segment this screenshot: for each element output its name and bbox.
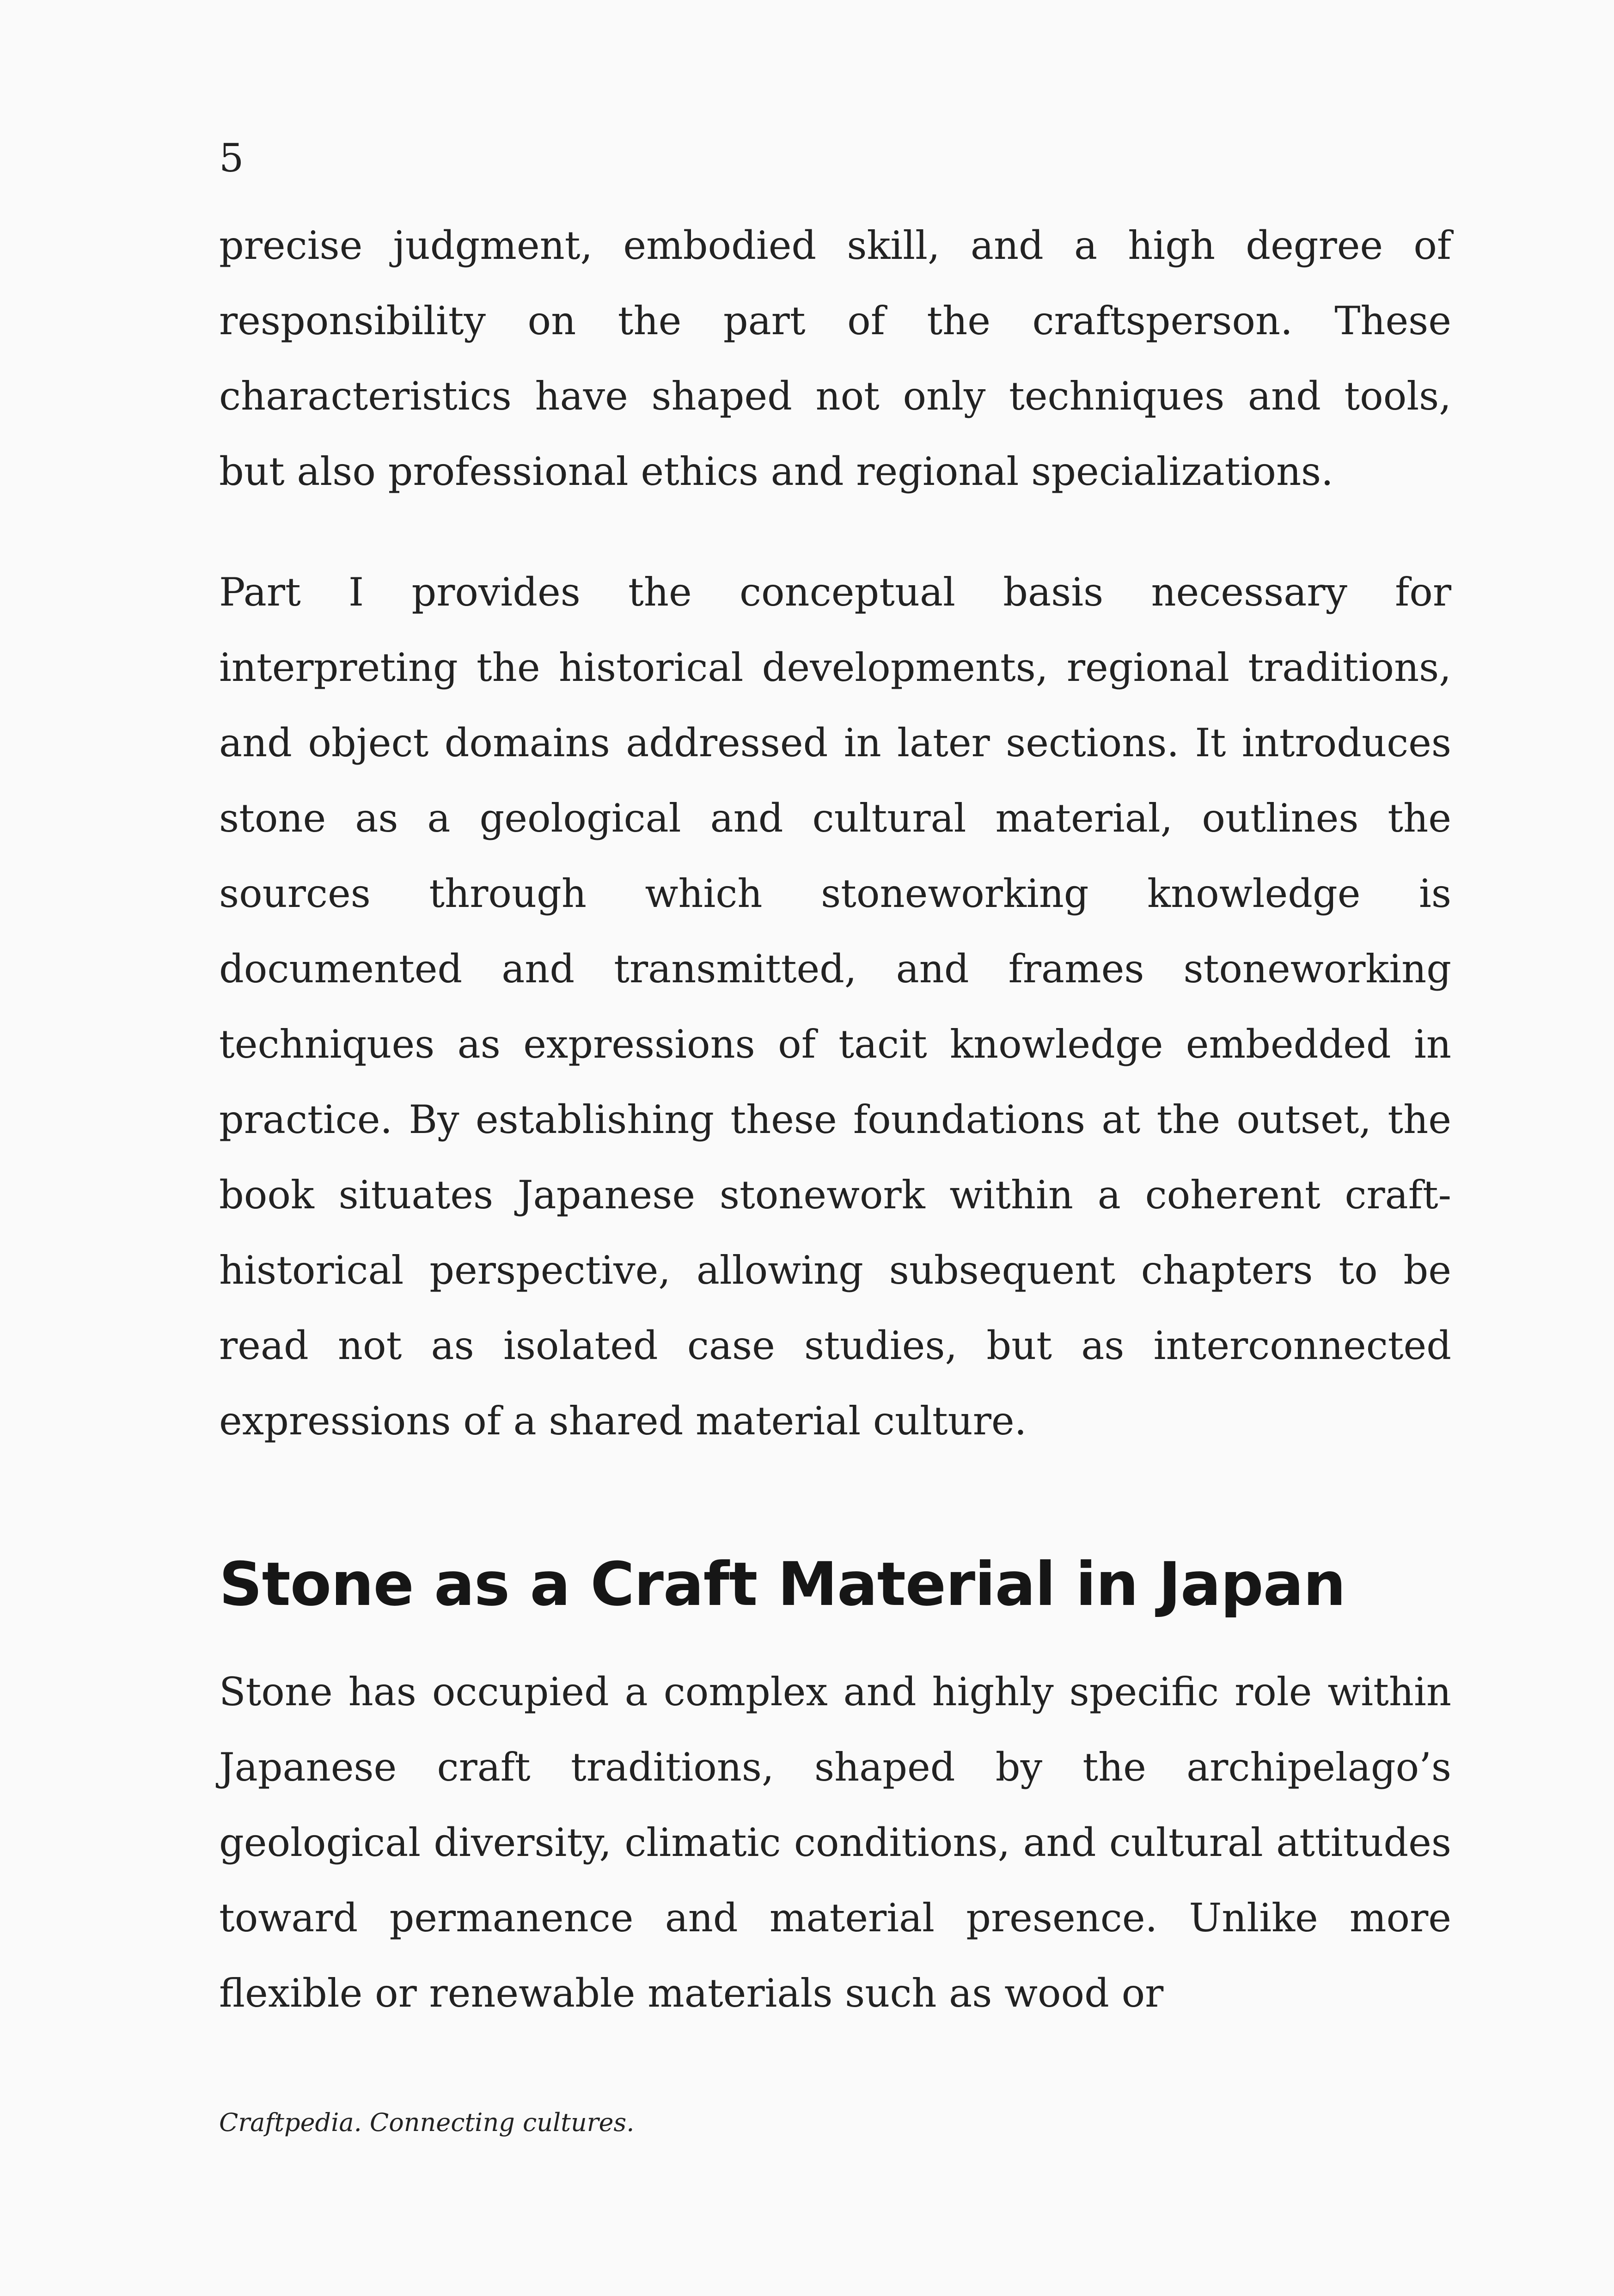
page-content — [219, 208, 1451, 2031]
body-paragraph-2: Part I provides the conceptual basis necessary for interpreting the historical developments, regional traditions, and object domains addressed in later sections. It introduces stone as a geological and cultural material, outlines the sources through which stoneworking knowledge is documented and transmitted, and frames stoneworking techniques as expressions of tacit knowledge embedded in practice. By establishing these foundations at the outset, the book situates Japanese stonework within a coherent craft-historical perspective, allowing subsequent chapters to be read not as isolated case studies, but as interconnected expressions of a shared material culture. — [219, 569, 1451, 1444]
page-footer: Craftpedia. Connecting cultures. — [219, 2108, 635, 2137]
page-number: 5 — [219, 135, 244, 181]
body-paragraph-3: Stone has occupied a complex and highly specific role within Japanese craft traditions, shaped by the archipelago’s geological diversity, climatic conditions, and cultural attitudes toward permanence and material presence. Unlike more flexible or renewable materials such as wood or — [219, 1669, 1451, 2016]
section-heading: Stone as a Craft Material in Japan — [219, 1549, 1346, 1619]
body-paragraph-1: precise judgment, embodied skill, and a high degree of responsibility on the part of the craftsperson. These characteristics have shaped not only techniques and tools, but also professional ethics and regional specializations. — [219, 223, 1451, 494]
